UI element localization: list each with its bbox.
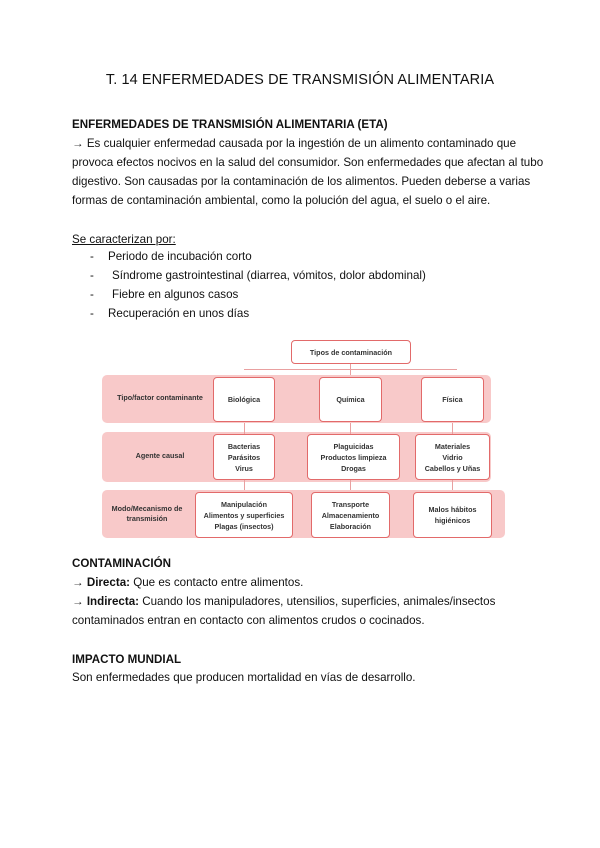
eta-heading: ENFERMEDADES DE TRANSMISIÓN ALIMENTARIA (ETA) [72,118,388,131]
cell: Química [319,377,382,422]
cell: Biológica [213,377,275,422]
indirecta-line: → Indirecta: Cuando los manipuladores, utensilios, superficies, animales/insectos [72,595,496,608]
cell: Física [421,377,484,422]
cell: Malos hábitos higiénicos [413,492,492,538]
eta-line: formas de contaminación ambiental, como la polución del agua, el suelo o el aire. [72,194,491,207]
row-label: Modo/Mecanismo de transmisión [111,504,183,523]
caract-heading: Se caracterizan por: [72,233,176,246]
cell: Transporte Almacenamiento Elaboración [311,492,390,538]
row-label: Tipo/factor contaminante [117,393,203,402]
page-title: T. 14 ENFERMEDADES DE TRANSMISIÓN ALIMENTARIA [105,72,495,88]
impacto-text: Son enfermedades que producen mortalidad en vías de desarrollo. [72,671,416,684]
eta-line: digestivo. Son causadas por la contaminación de los alimentos. Pueden deberse a varias [72,175,531,188]
indirecta-line-2: contaminados entran en contacto con alimentos crudos o cocinados. [72,614,425,627]
impacto-heading: IMPACTO MUNDIAL [72,653,182,666]
directa-line: → Directa: Que es contacto entre alimentos. [72,576,304,589]
document-page: T. 14 ENFERMEDADES DE TRANSMISIÓN ALIMENTARIA ENFERMEDADES DE TRANSMISIÓN ALIMENTARIA (ETA) → Es cualquier enfermedad causada por la ingestión de un alimento contaminado que provoca efectos nocivos en la salud del consumidor. Son enfermedades que afectan al tubo digestivo. Son causadas por la contaminación de los alimentos. Pueden deberse a varias formas de contaminación ambiental, como la polución del agua, el suelo o el aire. Se caracterizan por: - Periodo de incubación corto - Síndrome gastrointestinal (diarrea, vómitos, dolor abdominal) - Fiebre en algunos casos - Recuperación en unos días Tipos de contaminación Tipo/factor contaminante Biológica Química Física Agente causal Bacterias Parásitos Virus Plaguicidas Productos limpieza Drogas Materiales Vidrio Cabellos y Uñas Modo/Mecanismo de transmisión Manipulación Alimentos y superficies Plagas (insectos) Transporte Almacenamiento Elaboración Malos hábitos higiénicos CONTAMINACIÓN → Directa: Que es contacto entre alimentos. → Indirecta: Cuando los manipuladores, utensilios, superficies, animales/insectos contaminados entran en contacto con alimentos crudos o cocinados. IMPACTO MUNDIAL Son enfermedades que producen mortalidad en vías de desarrollo. [0,0,600,848]
row-label: Agente causal [135,451,185,460]
diagram-root: Tipos de contaminación [291,340,411,364]
contaminacion-heading: CONTAMINACIÓN [72,557,171,570]
eta-line: provoca efectos nocivos en la salud del consumidor. Son enfermedades que afectan al tubo [72,156,544,169]
eta-line: → Es cualquier enfermedad causada por la ingestión de un alimento contaminado que [72,137,517,150]
cell: Manipulación Alimentos y superficies Plagas (insectos) [195,492,293,538]
cell: Materiales Vidrio Cabellos y Uñas [415,434,490,480]
cell: Bacterias Parásitos Virus [213,434,275,480]
cell: Plaguicidas Productos limpieza Drogas [307,434,400,480]
